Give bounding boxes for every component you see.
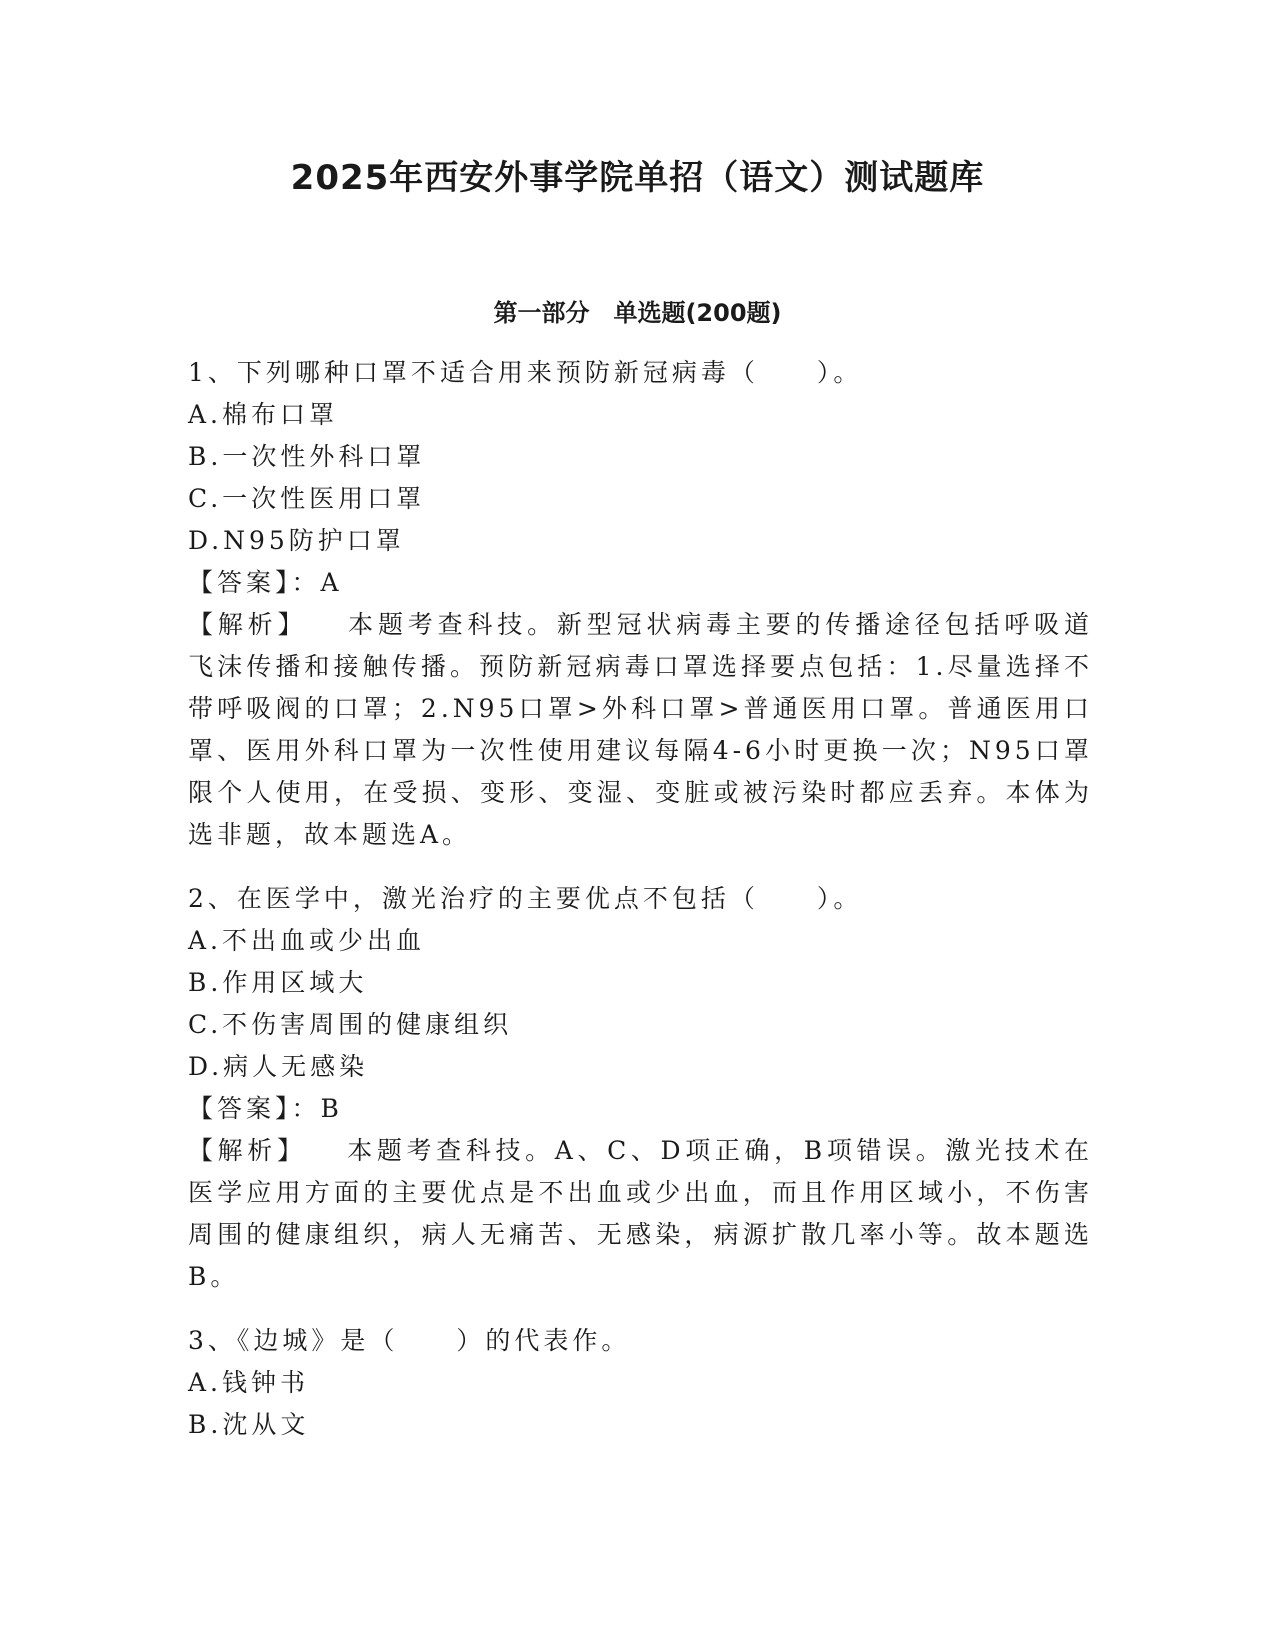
document-title: 2025年西安外事学院单招（语文）测试题库 (290, 158, 985, 198)
option-a: A.不出血或少出血 (188, 926, 426, 955)
option-b: B.一次性外科口罩 (188, 442, 426, 471)
question-1 (188, 352, 1093, 856)
question-stem: 3、《边城》是（ ）的代表作。 (188, 1326, 631, 1355)
option-d: D.病人无感染 (188, 1052, 369, 1081)
question-3 (188, 1320, 1088, 1446)
option-c: C.一次性医用口罩 (188, 484, 426, 513)
question-2 (188, 878, 1093, 1298)
question-list (188, 352, 1093, 1468)
option-b: B.作用区域大 (188, 968, 368, 997)
analysis-text: 本题考查科技。新型冠状病毒主要的传播途径包括呼吸道飞沫传播和接触传播。预防新冠病毒口罩选择要点包括：1.尽量选择不带呼吸阀的口罩；2.N95口罩>外科口罩>普通医用口罩。普通医用口罩、医用外科口罩为一次性使用建议每隔4-6小时更换一次；N95口罩限个人使用，在受损、变形、变湿、变脏或被污染时都应丢弃。本体为选非题，故本题选A。 (188, 610, 1093, 849)
analysis (188, 1130, 1093, 1298)
analysis-text: 本题考查科技。A、C、D项正确，B项错误。激光技术在医学应用方面的主要优点是不出血或少出血，而且作用区域小，不伤害周围的健康组织，病人无痛苦、无感染，病源扩散几率小等。故本题选B。 (188, 1136, 1093, 1291)
option-a: A.棉布口罩 (188, 400, 339, 429)
option-c: C.不伤害周围的健康组织 (188, 1010, 513, 1039)
option-a: A.钱钟书 (188, 1368, 310, 1397)
question-stem: 2、在医学中，激光治疗的主要优点不包括（ ）。 (188, 884, 863, 913)
option-d: D.N95防护口罩 (188, 526, 405, 555)
section-title: 第一部分 单选题(200题) (493, 299, 782, 327)
answer: 【答案】：A (188, 568, 343, 597)
option-b: B.沈从文 (188, 1410, 310, 1439)
analysis (188, 604, 1093, 856)
answer: 【答案】：B (188, 1094, 343, 1123)
analysis-label: 【解析】 (188, 1136, 307, 1165)
question-stem: 1、下列哪种口罩不适合用来预防新冠病毒（ ）。 (188, 358, 863, 387)
analysis-label: 【解析】 (188, 610, 308, 639)
